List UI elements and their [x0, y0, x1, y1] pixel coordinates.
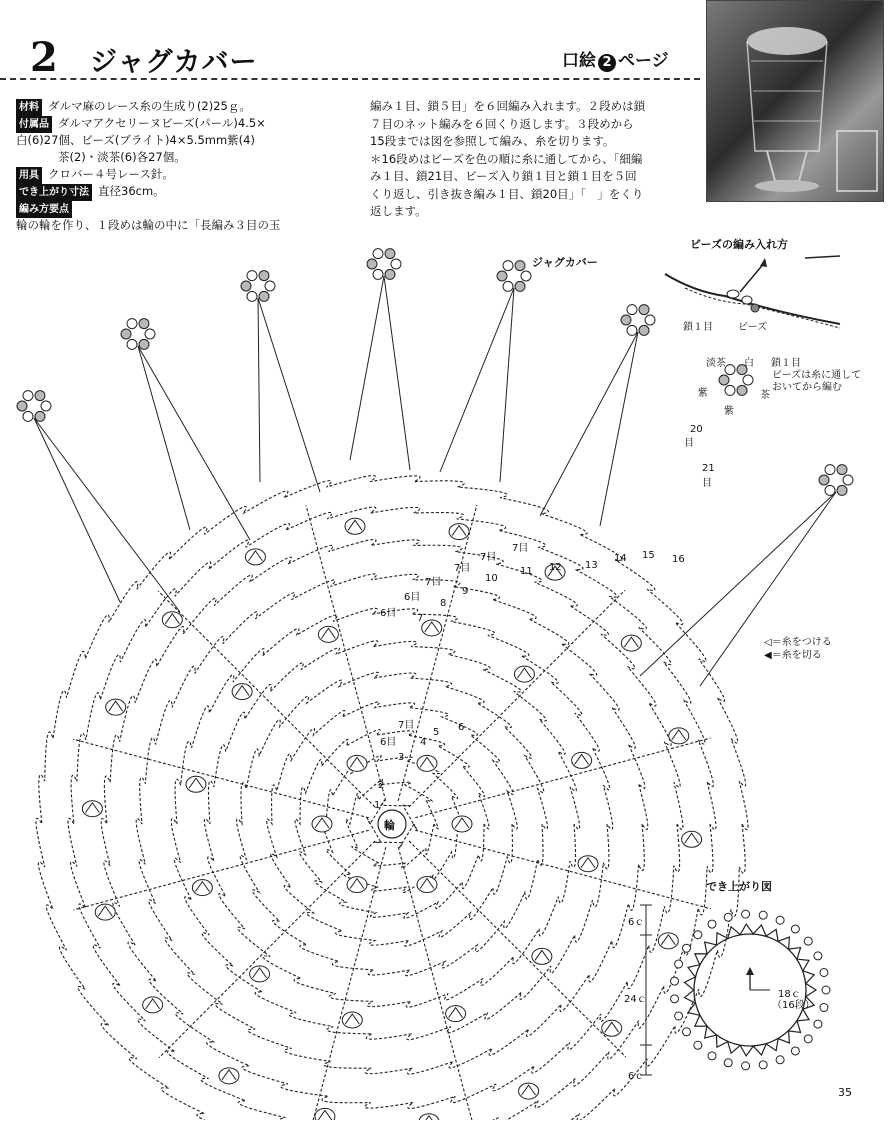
label-bead: ビーズ — [738, 322, 768, 333]
finished-bead — [776, 916, 784, 924]
ref-number-badge: 2 — [598, 54, 616, 72]
net-radial — [415, 738, 710, 818]
row-number: 13 — [585, 560, 598, 571]
finished-bead — [671, 977, 679, 985]
finished-bead — [675, 960, 683, 968]
chain-count-label: 6目 — [380, 737, 397, 748]
finished-bead — [791, 1047, 799, 1055]
finished-spike — [778, 937, 790, 949]
chain-count-label: 7目 — [398, 720, 415, 731]
bead-note-2: おいてから編む — [772, 382, 842, 393]
finished-bead — [694, 1041, 702, 1049]
center-ring-label: 輪 — [384, 819, 395, 832]
chain-count-label: 6目 — [380, 608, 397, 619]
net-radial — [73, 830, 368, 910]
bead — [373, 249, 383, 259]
chain-count-label: 7目 — [425, 577, 442, 588]
finished-bead — [724, 1059, 732, 1067]
spec-size: でき上がり寸法 直径36cm。 — [16, 183, 165, 201]
bead-color-purple: 紫 — [698, 388, 708, 399]
finished-bead — [742, 910, 750, 918]
spec-accessories-cont2: 茶(2)・淡茶(6)各27個。 — [58, 150, 186, 164]
finished-spike — [705, 1026, 717, 1038]
bead — [385, 269, 395, 279]
bead — [23, 411, 33, 421]
chain-unit-21: 目 — [702, 478, 712, 489]
bead — [23, 391, 33, 401]
bead — [247, 271, 257, 281]
bead-sample — [743, 375, 753, 385]
bead — [145, 329, 155, 339]
finished-spike — [806, 983, 816, 996]
hanging-chain — [350, 276, 384, 460]
spec-accessories-cont: 白(6)27個、ビーズ(ブライト)4×5.5mm紫(4) — [16, 133, 255, 147]
bead — [639, 325, 649, 335]
row-number: 12 — [549, 562, 562, 573]
bead — [41, 401, 51, 411]
chain-count-label: 7目 — [454, 563, 471, 574]
bead — [259, 271, 269, 281]
bead — [367, 259, 377, 269]
finished-bead — [683, 944, 691, 952]
finished-bead — [724, 913, 732, 921]
dim-rows: （16段） — [772, 1000, 815, 1011]
finished-bead — [683, 1028, 691, 1036]
bead — [127, 339, 137, 349]
finished-spike — [778, 1031, 790, 1043]
finished-bead — [759, 911, 767, 919]
bead — [121, 329, 131, 339]
diagram-title: ジャグカバー — [532, 256, 598, 269]
section-number: 2 — [30, 34, 58, 81]
chain-unit-20: 目 — [684, 438, 694, 449]
legend-cut-yarn: ◀＝糸を切る — [764, 650, 822, 661]
finished-spike — [705, 942, 717, 954]
finished-diagram — [620, 895, 860, 1090]
dim-radius: 18ｃ — [778, 989, 801, 1000]
finished-bead — [742, 1062, 750, 1070]
row-number: 16 — [672, 554, 685, 565]
finished-diagram-title: でき上がり図 — [706, 880, 772, 893]
row-number: 15 — [642, 550, 655, 561]
net-radial — [409, 590, 625, 807]
chain-count-label: 7目 — [512, 543, 529, 554]
bead — [127, 319, 137, 329]
ref-prefix: 口絵 — [562, 51, 596, 71]
bead — [265, 281, 275, 291]
bead-color-white: 白 — [744, 358, 754, 369]
spec-materials: 材料 ダルマ麻のレース糸の生成り(2)25ｇ。 — [16, 98, 251, 116]
row-number: 4 — [420, 737, 427, 748]
spec-accessories: 付属品 ダルマアクセリーヌビーズ(パール)4.5× — [16, 115, 266, 133]
bead — [627, 325, 637, 335]
net-radial — [159, 841, 375, 1058]
row-number: 2 — [378, 780, 385, 791]
bead — [247, 291, 257, 301]
bead — [645, 315, 655, 325]
hanging-chain — [138, 346, 250, 540]
legend-attach-yarn: ◁＝糸をつける — [764, 637, 832, 648]
finished-spike — [766, 929, 778, 941]
bead — [837, 485, 847, 495]
row-number: 14 — [614, 553, 627, 564]
net-radial — [409, 841, 626, 1057]
chain-count-20: 20 — [690, 424, 703, 435]
finished-bead — [820, 1004, 828, 1012]
row-number: 7 — [417, 613, 424, 624]
finished-bead — [804, 1035, 812, 1043]
hanging-chain — [34, 418, 180, 612]
net-radial — [398, 847, 478, 1120]
page-reference — [562, 46, 669, 72]
bead — [825, 485, 835, 495]
spec-method-heading: 編み方要点 — [16, 200, 78, 218]
bead — [837, 465, 847, 475]
label-chain-one-b: 鎖１目 — [771, 358, 801, 369]
net-radial — [158, 591, 375, 807]
finished-spike — [740, 1045, 753, 1056]
chain-count-label: 6目 — [404, 592, 421, 603]
hanging-chain — [138, 346, 190, 530]
page-title: ジャグカバー — [90, 47, 258, 78]
finished-spike — [788, 1021, 800, 1033]
finished-bead — [708, 920, 716, 928]
finished-spike — [766, 1038, 778, 1050]
hanging-chain — [600, 332, 638, 526]
bead-color-purple-b: 紫 — [724, 406, 734, 417]
finished-spike — [740, 924, 753, 935]
ref-suffix: ページ — [618, 51, 669, 71]
bead-section-title: ビーズの編み入れ方 — [690, 238, 789, 251]
hanging-chain — [258, 298, 260, 482]
finished-bead — [776, 1056, 784, 1064]
bead — [497, 271, 507, 281]
spec-method-text: 輪の輪を作り、１段めは輪の中に「長編み３目の玉 — [16, 218, 281, 232]
row-number: 6 — [458, 722, 465, 733]
bead — [391, 259, 401, 269]
bead — [373, 269, 383, 279]
hanging-chain — [384, 276, 410, 470]
chain-count-label: 7目 — [480, 552, 497, 563]
product-photo — [706, 0, 884, 202]
row-number: 11 — [520, 566, 533, 577]
row-number: 8 — [440, 598, 447, 609]
finished-bead — [694, 931, 702, 939]
dim-middle: 24ｃ — [624, 994, 647, 1005]
bead-sample — [725, 365, 735, 375]
row-number: 9 — [462, 586, 469, 597]
jug-photo-illustration — [707, 1, 883, 201]
bead — [521, 271, 531, 281]
finished-bead — [671, 995, 679, 1003]
finished-bead — [814, 952, 822, 960]
dim-bottom: 6ｃ — [628, 1071, 645, 1082]
bead — [139, 319, 149, 329]
bead — [843, 475, 853, 485]
net-radial — [306, 505, 386, 800]
net-radial — [398, 505, 477, 801]
bead — [17, 401, 27, 411]
finished-bead — [804, 937, 812, 945]
row-number: 10 — [485, 573, 498, 584]
bead — [385, 249, 395, 259]
finished-bead — [675, 1012, 683, 1020]
finished-spike — [688, 965, 700, 978]
shell-cluster — [419, 1114, 439, 1120]
spec-tools: 用具 クロバー４号レース針。 — [16, 166, 174, 184]
bead — [515, 281, 525, 291]
finished-bead — [791, 925, 799, 933]
bead — [259, 291, 269, 301]
finished-bead — [822, 986, 830, 994]
bead — [503, 281, 513, 291]
bead-sample — [737, 385, 747, 395]
bead — [515, 261, 525, 271]
finished-bead — [820, 968, 828, 976]
bead-sample — [725, 385, 735, 395]
hanging-chain — [34, 418, 120, 602]
bead-color-brown: 茶 — [760, 390, 770, 401]
net-radial — [73, 739, 369, 818]
bead — [819, 475, 829, 485]
row-number: 5 — [433, 727, 440, 738]
bead — [621, 315, 631, 325]
bead-note-1: ビーズは糸に通して — [772, 370, 862, 381]
bead — [503, 261, 513, 271]
bead — [139, 339, 149, 349]
bead-color-light-brown: 淡茶 — [706, 358, 726, 369]
finished-spike — [688, 1003, 700, 1016]
bead — [639, 305, 649, 315]
chain-count-21: 21 — [702, 463, 715, 474]
hanging-chain — [540, 332, 638, 516]
bead — [35, 411, 45, 421]
net-radial — [307, 847, 386, 1120]
finished-spike — [788, 948, 800, 960]
row-number: 1 — [374, 800, 381, 811]
finished-bead — [759, 1061, 767, 1069]
instructions-text: 編み１目、鎖５目」を６回編み入れます。２段めは鎖 ７目のネット編みを６回くり返します。３段めから 15段までは図を参照して編み、糸を切ります。 ＊16段めはビーズを色の順に糸に通してから、「細編 み１目、鎖21目、ビーズ入り鎖１目と鎖１目を５回 くり返し、引き抜き編み１目、鎖20目」「 」をくり 返します。 — [370, 99, 646, 218]
bead — [825, 465, 835, 475]
finished-bead — [814, 1020, 822, 1028]
row-number: 3 — [398, 752, 405, 763]
bead — [627, 305, 637, 315]
page-number: 35 — [838, 1086, 852, 1099]
hanging-chain — [258, 298, 320, 492]
label-chain-one: 鎖１目 — [683, 322, 713, 333]
bead — [35, 391, 45, 401]
finished-bead — [708, 1052, 716, 1060]
bead — [241, 281, 251, 291]
dim-top: 6ｃ — [628, 917, 645, 928]
bead-sample — [719, 375, 729, 385]
header-divider — [0, 78, 700, 80]
